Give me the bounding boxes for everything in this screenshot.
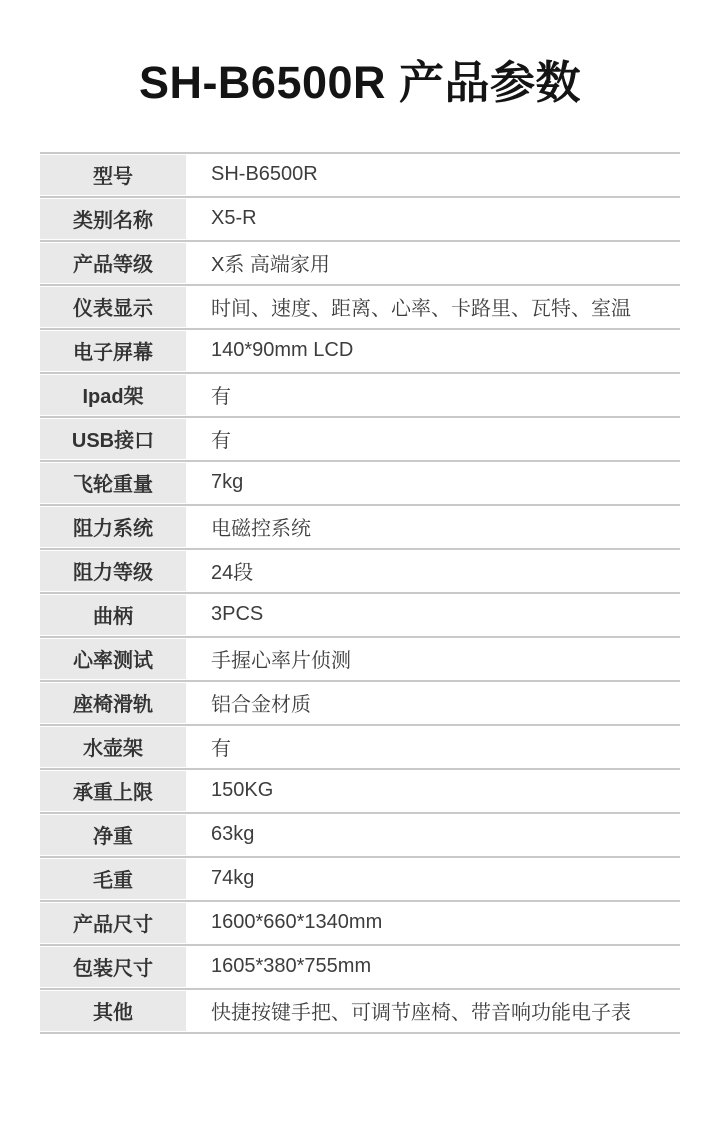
spec-label: 曲柄 (40, 594, 186, 636)
table-row (40, 152, 680, 196)
spec-value: 有 (211, 430, 231, 452)
spec-value: 7kg (211, 471, 244, 493)
page-title: SH-B6500R 产品参数 (138, 57, 582, 108)
spec-label: 飞轮重量 (40, 462, 186, 504)
spec-label: 其他 (40, 990, 186, 1032)
column-divider (186, 330, 195, 372)
spec-label: 产品等级 (40, 242, 186, 284)
table-row (40, 680, 680, 724)
column-divider (186, 594, 195, 636)
table-row (40, 196, 680, 240)
spec-value: 63kg (211, 823, 255, 845)
column-divider (186, 198, 195, 240)
column-divider (186, 550, 195, 592)
spec-label: 产品尺寸 (40, 902, 186, 944)
table-row (40, 328, 680, 372)
spec-value: 时间、速度、距离、心率、卡路里、瓦特、室温 (211, 298, 631, 320)
column-divider (186, 946, 195, 988)
column-divider (186, 814, 195, 856)
table-row (40, 372, 680, 416)
spec-table (40, 152, 680, 1034)
spec-label: 座椅滑轨 (40, 682, 186, 724)
table-row (40, 900, 680, 944)
spec-label: 型号 (40, 154, 186, 196)
spec-value: 手握心率片侦测 (211, 650, 351, 672)
table-row (40, 812, 680, 856)
table-row (40, 548, 680, 592)
spec-value: X5-R (211, 207, 257, 229)
spec-value: SH-B6500R (211, 163, 318, 185)
table-row (40, 724, 680, 768)
spec-label: Ipad架 (40, 374, 186, 416)
table-row (40, 504, 680, 548)
table-row (40, 944, 680, 988)
column-divider (186, 770, 195, 812)
table-row (40, 856, 680, 900)
table-row (40, 768, 680, 812)
spec-value: 1600*660*1340mm (211, 911, 383, 933)
column-divider (186, 242, 195, 284)
column-divider (186, 506, 195, 548)
spec-label: USB接口 (40, 418, 186, 460)
column-divider (186, 374, 195, 416)
table-row (40, 284, 680, 328)
spec-label: 类别名称 (40, 198, 186, 240)
spec-value: 150KG (211, 779, 274, 801)
column-divider (186, 418, 195, 460)
column-divider (186, 462, 195, 504)
spec-value: 电磁控系统 (211, 518, 311, 540)
spec-value: 快捷按键手把、可调节座椅、带音响功能电子表 (211, 1002, 631, 1024)
column-divider (186, 286, 195, 328)
spec-value: 140*90mm LCD (211, 339, 354, 361)
spec-value: 有 (211, 738, 231, 760)
spec-label: 电子屏幕 (40, 330, 186, 372)
column-divider (186, 726, 195, 768)
column-divider (186, 858, 195, 900)
spec-value: 24段 (211, 562, 254, 584)
column-divider (186, 154, 195, 196)
column-divider (186, 990, 195, 1032)
spec-label: 净重 (40, 814, 186, 856)
spec-label: 仪表显示 (40, 286, 186, 328)
column-divider (186, 638, 195, 680)
table-row (40, 416, 680, 460)
spec-value: 74kg (211, 867, 255, 889)
spec-label: 承重上限 (40, 770, 186, 812)
spec-label: 水壶架 (40, 726, 186, 768)
spec-label: 包装尺寸 (40, 946, 186, 988)
spec-label: 阻力等级 (40, 550, 186, 592)
table-row (40, 240, 680, 284)
spec-label: 心率测试 (40, 638, 186, 680)
spec-value: 铝合金材质 (211, 694, 311, 716)
table-row (40, 592, 680, 636)
spec-label: 毛重 (40, 858, 186, 900)
column-divider (186, 902, 195, 944)
table-row (40, 460, 680, 504)
table-row (40, 636, 680, 680)
spec-value: 3PCS (211, 603, 264, 625)
spec-value: 1605*380*755mm (211, 955, 372, 977)
table-row (40, 988, 680, 1032)
spec-value: 有 (211, 386, 231, 408)
column-divider (186, 682, 195, 724)
spec-value: X系 高端家用 (211, 254, 330, 276)
spec-label: 阻力系统 (40, 506, 186, 548)
